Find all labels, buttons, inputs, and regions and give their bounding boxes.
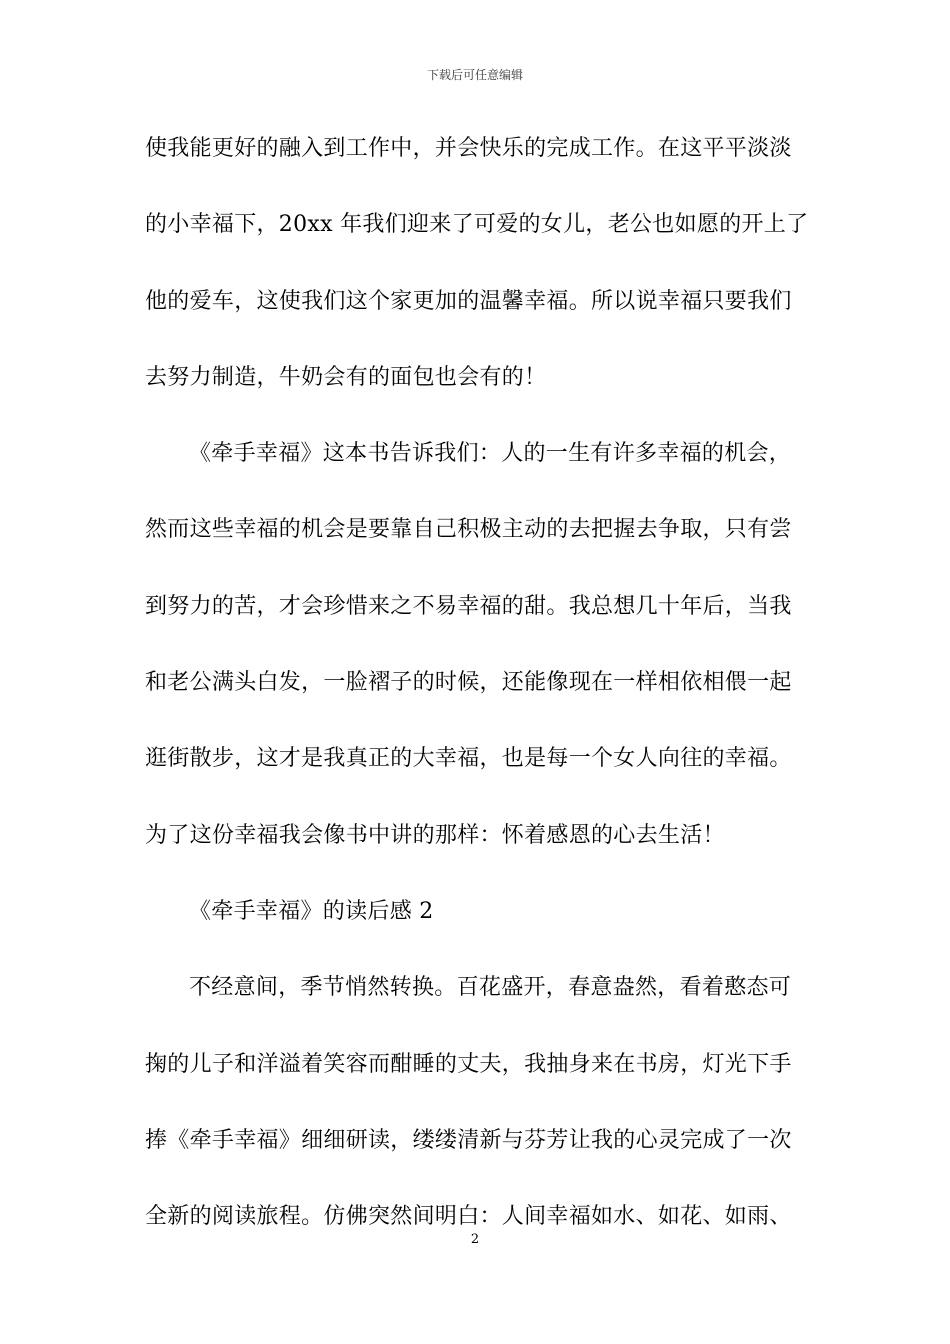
text-line: 捧《牵手幸福》细细研读，缕缕清新与芬芳让我的心灵完成了一次 bbox=[145, 1127, 792, 1153]
text-line: 的小幸福下，20xx 年我们迎来了可爱的女儿，老公也如愿的开上了 bbox=[145, 212, 809, 238]
text-line: 《牵手幸福》这本书告诉我们：人的一生有许多幸福的机会， bbox=[189, 441, 792, 467]
text-line: 到努力的苦，才会珍惜来之不易幸福的甜。我总想几十年后，当我 bbox=[145, 593, 792, 619]
document-body bbox=[145, 130, 810, 1274]
text-line: 掬的儿子和洋溢着笑容而酣睡的丈夫，我抽身来在书房，灯光下手 bbox=[145, 1051, 792, 1077]
text-line: 使我能更好的融入到工作中，并会快乐的完成工作。在这平平淡淡 bbox=[145, 136, 792, 161]
text-line: 他的爱车，这使我们这个家更加的温馨幸福。所以说幸福只要我们 bbox=[145, 288, 792, 314]
page-header-note: 下载后可任意编辑 bbox=[426, 68, 523, 82]
text-line: 然而这些幸福的机会是要靠自己积极主动的去把握去争取，只有尝 bbox=[145, 517, 792, 543]
text-line: 全新的阅读旅程。仿佛突然间明白：人间幸福如水、如花、如雨、 bbox=[145, 1204, 792, 1230]
section-heading: 《牵手幸福》的读后感 2 bbox=[189, 898, 434, 924]
text-line: 逛街散步，这才是我真正的大幸福，也是每一个女人向往的幸福。 bbox=[145, 746, 792, 772]
text-line: 不经意间，季节悄然转换。百花盛开，春意盎然，看着憨态可 bbox=[189, 975, 792, 1001]
text-line: 和老公满头白发，一脸褶子的时候，还能像现在一样相依相偎一起 bbox=[145, 670, 792, 696]
text-line: 为了这份幸福我会像书中讲的那样：怀着感恩的心去生活！ bbox=[145, 822, 725, 848]
page-number: 2 bbox=[470, 1232, 480, 1247]
text-line: 去努力制造，牛奶会有的面包也会有的！ bbox=[145, 364, 547, 390]
